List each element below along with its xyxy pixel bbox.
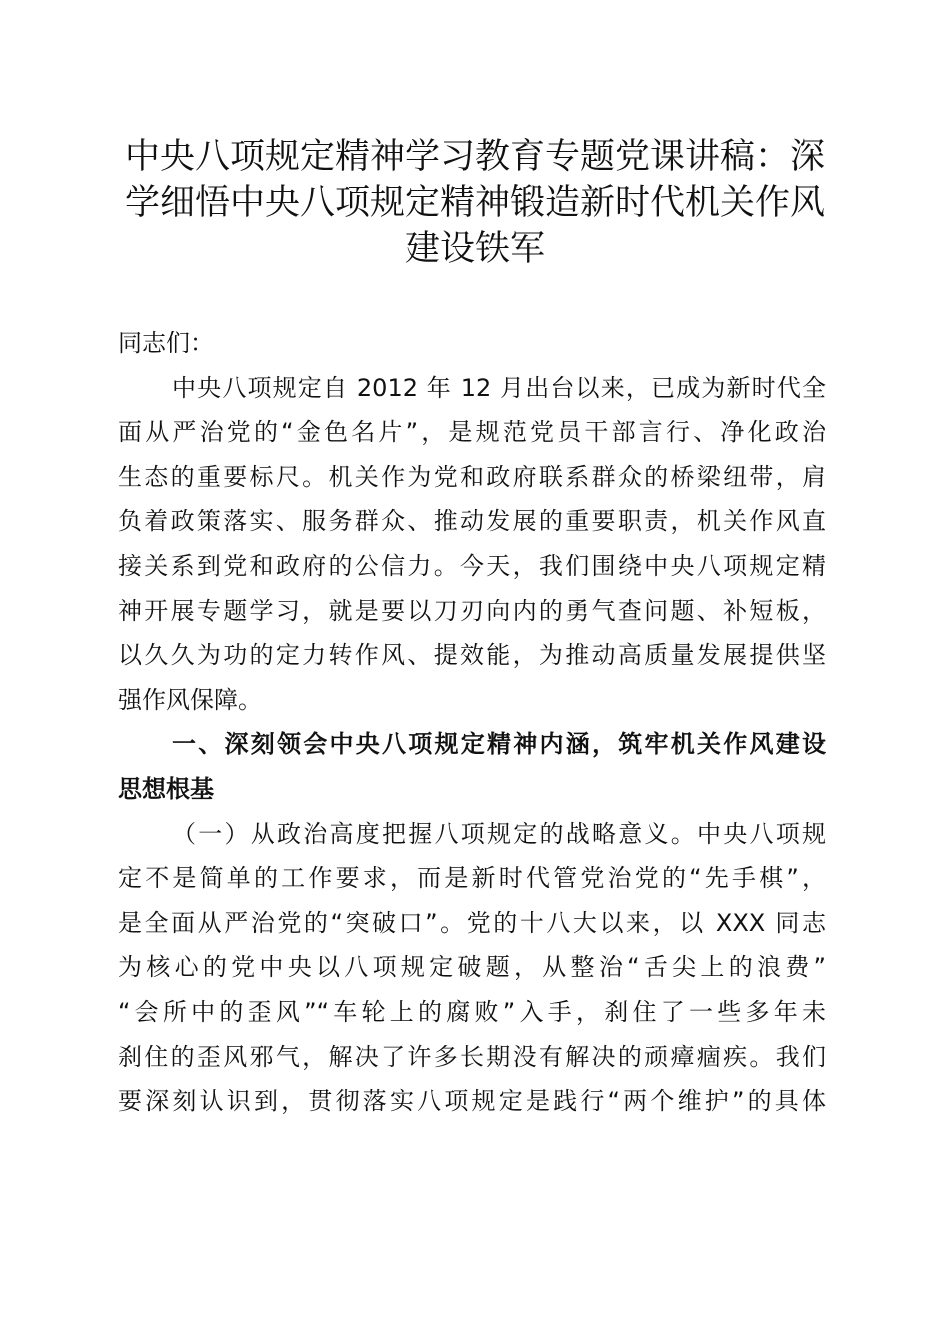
section-heading-line: 一、深刻领会中央八项规定精神内涵，筑牢机关作风建设 [172, 730, 826, 759]
paragraph-line: 要深刻认识到，贯彻落实八项规定是践行“两个维护”的具体 [118, 1087, 826, 1116]
paragraph-line: 刹住的歪风邪气，解决了许多长期没有解决的顽瘴痼疾。我们 [118, 1042, 826, 1071]
title-line-1: 中央八项规定精神学习教育专题党课讲稿：深 [124, 137, 825, 177]
section-heading-line: 思想根基 [118, 774, 214, 803]
paragraph-line: 接关系到党和政府的公信力。今天，我们围绕中央八项规定精 [118, 551, 826, 580]
salutation: 同志们： [118, 329, 214, 357]
paragraph-intro [118, 366, 826, 723]
paragraph-line: 负着政策落实、服务群众、推动发展的重要职责，机关作风直 [118, 507, 826, 536]
paragraph-line: 为核心的党中央以八项规定破题，从整治“舌尖上的浪费” [118, 953, 826, 982]
paragraph-section1-part1 [118, 812, 826, 1124]
title-line-3: 建设铁军 [404, 229, 545, 269]
paragraph-line: （一）从政治高度把握八项规定的战略意义。中央八项规 [172, 819, 826, 848]
paragraph-line: 生态的重要标尺。机关作为党和政府联系群众的桥梁纽带，肩 [118, 462, 826, 491]
paragraph-line: 定不是简单的工作要求，而是新时代管党治党的“先手棋”， [118, 864, 826, 893]
paragraph-line: “会所中的歪风”“车轮上的腐败”入手，刹住了一些多年未 [118, 997, 826, 1026]
paragraph-line: 面从严治党的“金色名片”，是规范党员干部言行、净化政治 [118, 418, 826, 447]
paragraph-line: 神开展专题学习，就是要以刀刃向内的勇气查问题、补短板， [118, 596, 826, 625]
document-title [112, 134, 838, 272]
section-heading [118, 722, 826, 811]
paragraph-line: 是全面从严治党的“突破口”。党的十八大以来，以 XXX 同志 [118, 908, 826, 937]
paragraph-line: 中央八项规定自 2012 年 12 月出台以来，已成为新时代全 [172, 373, 826, 402]
paragraph-line: 以久久为功的定力转作风、提效能，为推动高质量发展提供坚 [118, 641, 826, 670]
document-body [118, 321, 826, 1124]
paragraph-line: 强作风保障。 [118, 685, 262, 714]
title-line-2: 学细悟中央八项规定精神锻造新时代机关作风 [124, 183, 825, 223]
